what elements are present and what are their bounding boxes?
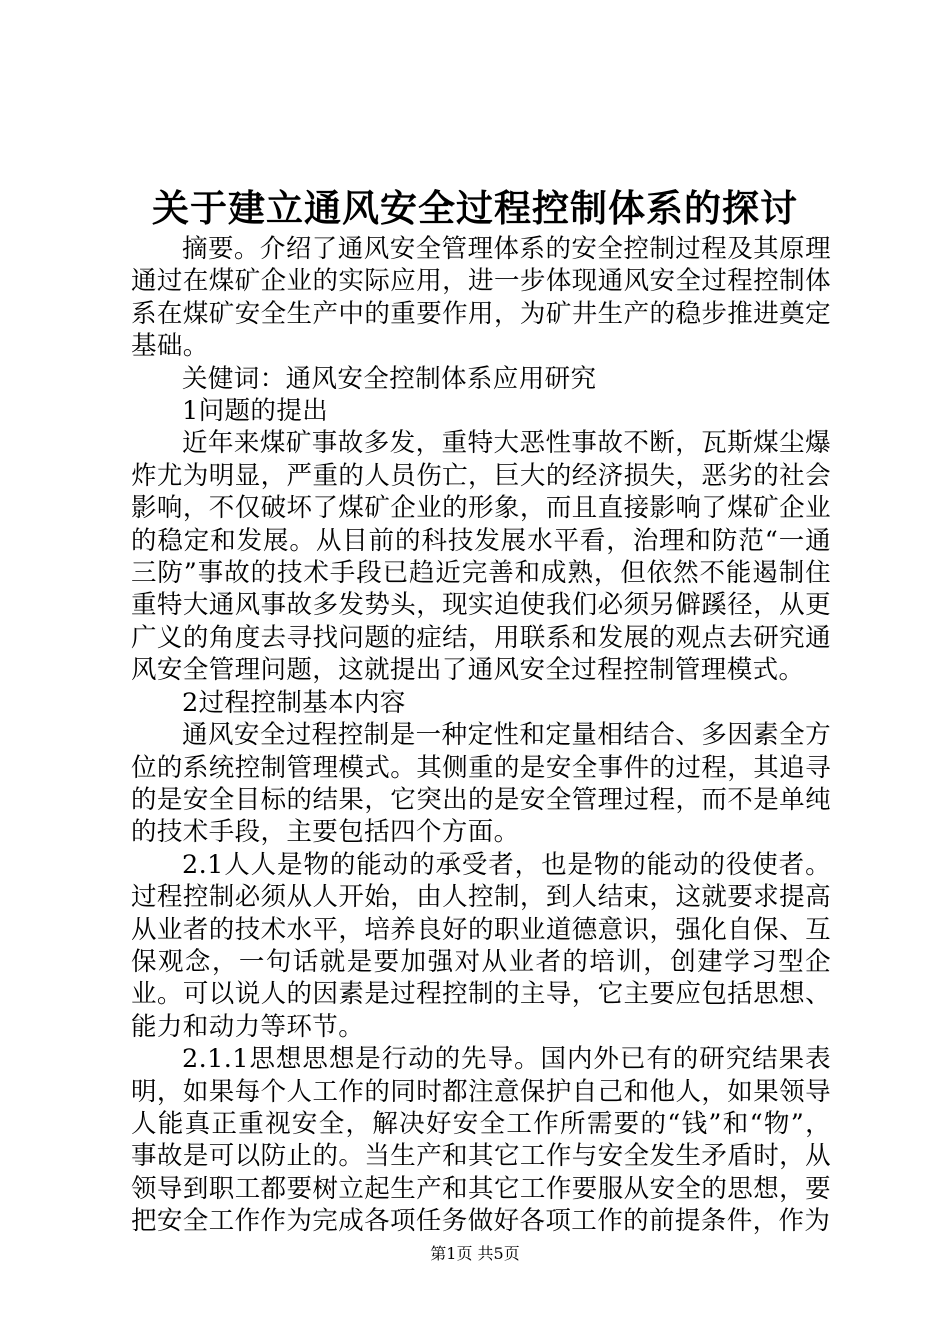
body-paragraph: 近年来煤矿事故多发，重特大恶性事故不断，瓦斯煤尘爆炸尤为明显，严重的人员伤亡，巨大的经济损失，恶劣的社会影响，不仅破坏了煤矿企业的形象，而且直接影响了煤矿企业的稳定和发展。从目前的科技发展水平看，治理和防范“一通三防”事故的技术手段已趋近完善和成熟，但依然不能遏制住重特大通风事故多发势头，现实迫使我们必须另僻蹊径，从更广义的角度去寻找问题的症结，用联系和发展的观点去研究通风安全管理问题，这就提出了通风安全过程控制管理模式。 — [131, 428, 831, 686]
document-title: 关于建立通风安全过程控制体系的探讨 — [152, 186, 798, 230]
page-footer: 第1页 共5页 — [430, 1244, 520, 1263]
body-paragraph: 通风安全过程控制是一种定性和定量相结合、多因素全方位的系统控制管理模式。其侧重的是安全事件的过程，其追寻的是安全目标的结果，它突出的是安全管理过程，而不是单纯的技术手段，主要包括四个方面。 — [131, 720, 831, 848]
abstract-paragraph: 摘要。介绍了通风安全管理体系的安全控制过程及其原理通过在煤矿企业的实际应用，进一步体现通风安全过程控制体系在煤矿安全生产中的重要作用，为矿井生产的稳步推进奠定基础。 — [131, 234, 831, 362]
document-body — [131, 233, 831, 1238]
section-heading-1: 1问题的提出 — [182, 396, 329, 427]
section-heading-2: 2过程控制基本内容 — [182, 687, 406, 718]
subsection-paragraph-2-1-1: 2.1.1思想思想是行动的先导。国内外已有的研究结果表明，如果每个人工作的同时都注意保护自己和他人，如果领导人能真正重视安全，解决好安全工作所需要的“钱”和“物”，事故是可以防止的。当生产和其它工作与安全发生矛盾时，从领导到职工都要树立起生产和其它工作要服从安全的思想，要把安全工作作为完成各项任务做好各项工作的前提条件，作为 — [131, 1044, 831, 1237]
keywords-line: 关健词：通风安全控制体系应用研究 — [182, 363, 597, 394]
subsection-paragraph-2-1: 2.1人人是物的能动的承受者，也是物的能动的役使者。过程控制必须从人开始，由人控制，到人结束，这就要求提高从业者的技术水平，培养良好的职业道德意识，强化自保、互保观念，一句话就是要加强对从业者的培训，创建学习型企业。可以说人的因素是过程控制的主导，它主要应包括思想、能力和动力等环节。 — [131, 849, 831, 1042]
